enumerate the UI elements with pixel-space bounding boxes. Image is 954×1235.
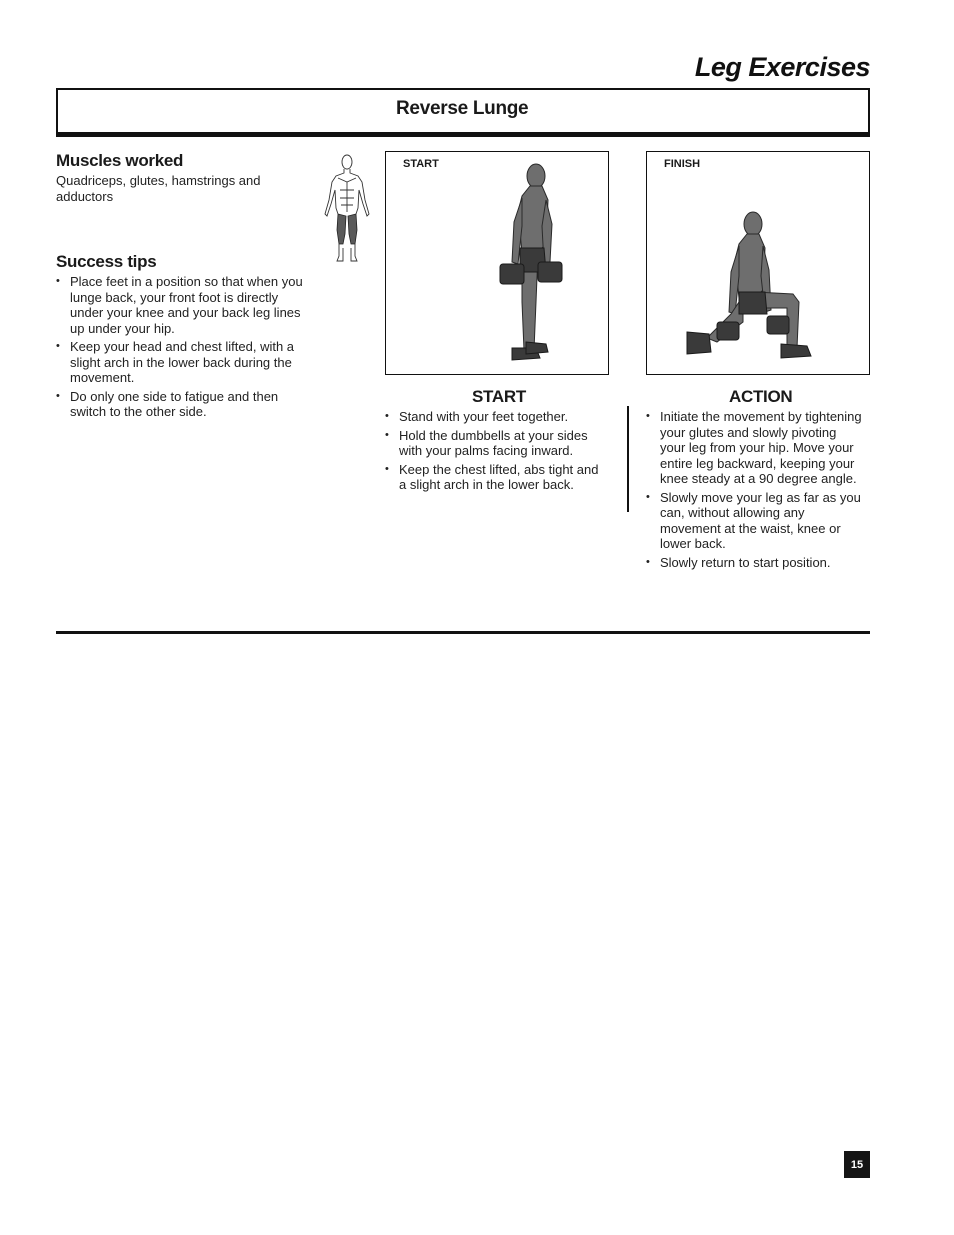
finish-photo: [646, 151, 870, 375]
list-item: • Do only one side to fatigue and then switch to the other side.: [56, 389, 304, 420]
list-item: • Slowly return to start position.: [646, 555, 862, 571]
list-item: • Initiate the movement by tightening your glutes and slowly pivoting your leg from your hip. Move your entire leg backward, keeping your knee steady at a 90 degree angle.: [646, 409, 862, 487]
column-divider: [627, 406, 629, 512]
start-photo-label: START: [403, 158, 439, 170]
start-heading: START: [472, 387, 526, 406]
start-steps-list: [385, 409, 607, 496]
finish-photo-label: FINISH: [664, 158, 701, 170]
start-pose-figure: [386, 152, 608, 374]
action-heading: ACTION: [729, 387, 793, 406]
start-photo: [385, 151, 609, 375]
exercise-title: Reverse Lunge: [396, 98, 529, 119]
bottom-divider: [56, 631, 870, 634]
list-item: • Place feet in a position so that when you lunge back, your front foot is directly under your knee and your back leg lines up under your hip.: [56, 274, 304, 336]
list-item: • Keep the chest lifted, abs tight and a slight arch in the lower back.: [385, 462, 607, 493]
section-heading: Leg Exercises: [694, 52, 870, 82]
action-steps-list: [646, 409, 862, 573]
list-item: • Hold the dumbbells at your sides with your palms facing inward.: [385, 428, 607, 459]
exercise-title-box: [56, 88, 870, 137]
finish-pose-figure: [647, 152, 869, 374]
muscles-text: Quadriceps, glutes, hamstrings and adductors: [56, 173, 261, 204]
list-item: • Keep your head and chest lifted, with a slight arch in the lower back during the movement.: [56, 339, 304, 386]
page-number-text: 15: [850, 1158, 864, 1171]
success-tips-heading: Success tips: [56, 252, 157, 271]
page-number: [844, 1151, 870, 1178]
success-tips-list: [56, 274, 304, 423]
muscles-heading: Muscles worked: [56, 151, 184, 170]
list-item: • Stand with your feet together.: [385, 409, 607, 425]
anatomy-diagram: [318, 152, 374, 264]
list-item: • Slowly move your leg as far as you can, without allowing any movement at the waist, knee or lower back.: [646, 490, 862, 552]
